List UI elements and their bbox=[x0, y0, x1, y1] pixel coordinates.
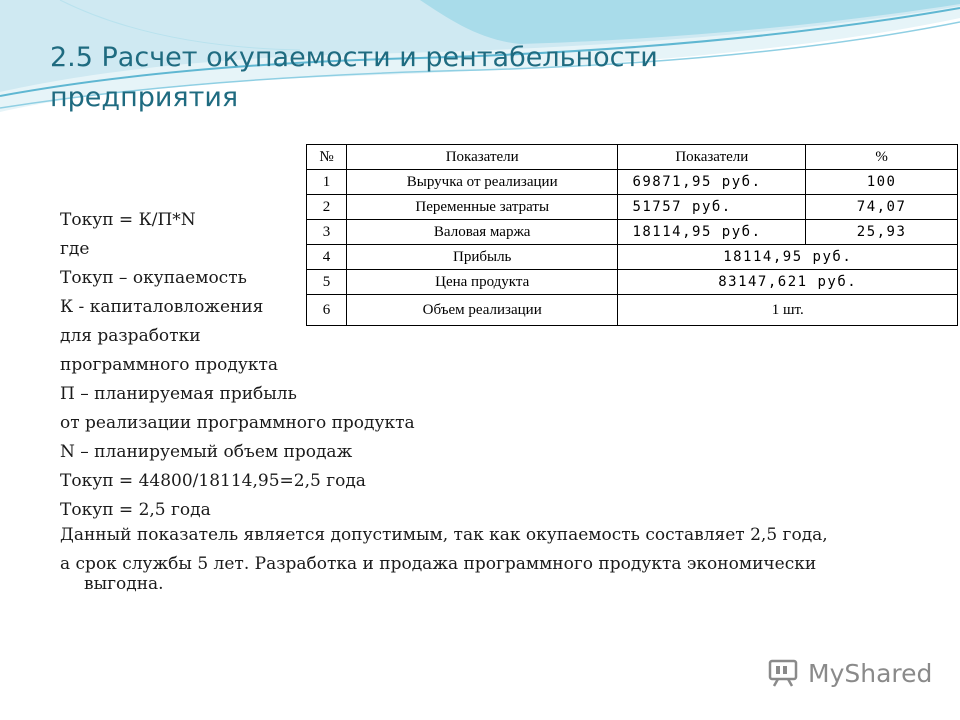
watermark-logo bbox=[768, 656, 932, 690]
projector-icon bbox=[768, 658, 802, 688]
row-indicator: Выручка от реализации bbox=[346, 170, 618, 195]
row-number: 4 bbox=[307, 245, 347, 270]
row-number: 5 bbox=[307, 270, 347, 295]
text-line: от реализации программного продукта bbox=[60, 413, 415, 433]
header-percent: % bbox=[806, 145, 958, 170]
slide-title bbox=[50, 38, 910, 118]
row-indicator: Объем реализации bbox=[346, 295, 618, 326]
row-value: 1 шт. bbox=[618, 295, 958, 326]
row-indicator: Цена продукта bbox=[346, 270, 618, 295]
row-number: 3 bbox=[307, 220, 347, 245]
row-value: 18114,95 руб. bbox=[618, 245, 958, 270]
header-number: № bbox=[307, 145, 347, 170]
row-indicator: Переменные затраты bbox=[346, 195, 618, 220]
text-line: Tокуп = 44800/18114,95=2,5 года bbox=[60, 471, 366, 491]
slide-title-line-1: 2.5 Расчет окупаемости и рентабельности bbox=[50, 42, 658, 73]
row-value: 83147,621 руб. bbox=[618, 270, 958, 295]
text-line: Tокуп = 2,5 года bbox=[60, 500, 211, 520]
text-line: К - капиталовложения bbox=[60, 297, 264, 317]
header-value: Показатели bbox=[618, 145, 806, 170]
row-indicator: Прибыль bbox=[346, 245, 618, 270]
text-line: где bbox=[60, 239, 90, 259]
row-percent: 25,93 bbox=[806, 220, 958, 245]
row-number: 2 bbox=[307, 195, 347, 220]
row-value: 69871,95 руб. bbox=[618, 170, 806, 195]
text-line: Tокуп = К/П*N bbox=[60, 210, 196, 230]
row-percent: 74,07 bbox=[806, 195, 958, 220]
table-header-row bbox=[307, 145, 958, 170]
row-indicator: Валовая маржа bbox=[346, 220, 618, 245]
row-percent: 100 bbox=[806, 170, 958, 195]
row-number: 1 bbox=[307, 170, 347, 195]
header-indicator: Показатели bbox=[346, 145, 618, 170]
table-row bbox=[307, 170, 958, 195]
text-line: П – планируемая прибыль bbox=[60, 384, 297, 404]
conclusion-paragraph-2: а срок службы 5 лет. Разработка и продажа программного продукта экономически выгодна. bbox=[60, 554, 817, 594]
text-line: для разработки bbox=[60, 326, 201, 346]
text-line: программного продукта bbox=[60, 355, 279, 375]
conclusion-paragraph-1: Данный показатель является допустимым, так как окупаемость составляет 2,5 года, bbox=[60, 525, 828, 545]
row-value: 51757 руб. bbox=[618, 195, 806, 220]
watermark-text: MyShared bbox=[808, 658, 933, 688]
row-value: 18114,95 руб. bbox=[618, 220, 806, 245]
calculation-text bbox=[60, 206, 900, 603]
text-line: N – планируемый объем продаж bbox=[60, 442, 353, 462]
text-line: Tокуп – окупаемость bbox=[60, 268, 247, 288]
slide-title-line-2: предприятия bbox=[50, 82, 239, 113]
row-number: 6 bbox=[307, 295, 347, 326]
